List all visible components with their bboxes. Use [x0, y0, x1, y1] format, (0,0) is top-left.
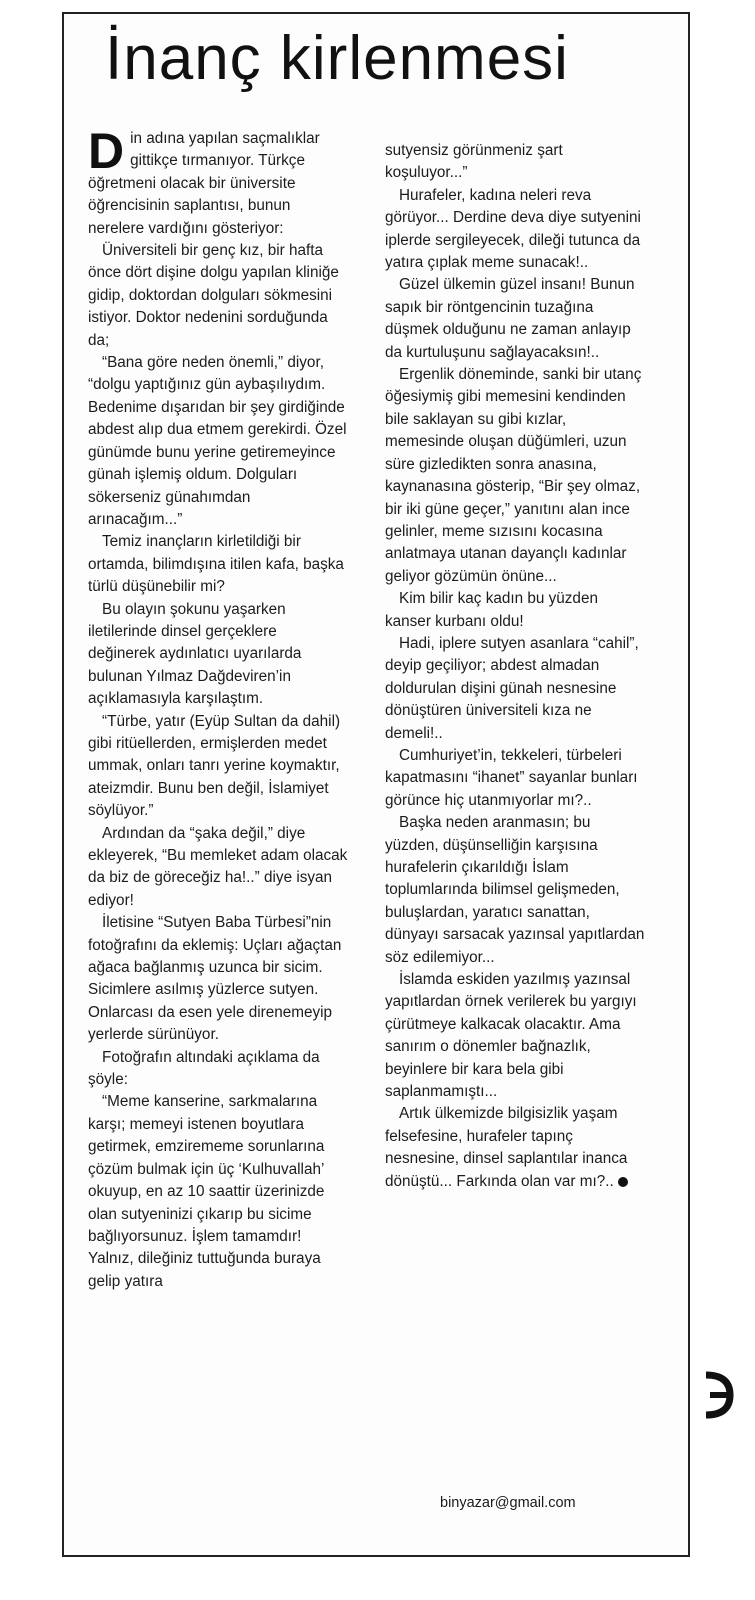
paragraph: “Türbe, yatır (Eyüp Sultan da dahil) gibi ritüellerden, ermişlerden medet ummak, onları tanrı yerine koymaktır, ateizmdir. Bunu ben değil, İslamiyet söylüyor.” — [88, 712, 341, 820]
paragraph: Ergenlik döneminde, sanki bir utanç öğesiymiş gibi memesini kendinden bile saklayan su gibi kızlar, memesinde oluşan düğümleri, uzun süre gizledikten sonra anasına, kaynanasına gösterip, “Bir şey olmaz, bir iki güne geçer,” yanıtını alan ince gelinler, meme sızısını kocasına anlatmaya utanan dayançlı kadınlar geliyor gözümün önüne... — [385, 366, 642, 585]
paragraph: Hurafeler, kadına neleri reva görüyor... Derdine deva diye sutyenini iplerde sergileyecek, dileği tutunca da yatıra çıplak meme sunacak!.. — [385, 186, 641, 272]
paragraph: Fotoğrafın altındaki açıklama da şöyle: — [88, 1048, 320, 1089]
paragraph: Başka neden aranmasın; bu yüzden, düşünselliğin karşısına hurafelerin çıkarıldığı İslam toplumlarında bilimsel gelişmeden, buluşlardan, yaratıcı sanattan, dünyayı sarsacak yazınsal yapıtlardan söz edilemiyor... — [385, 814, 645, 966]
paragraph: Ardından da “şaka değil,” diye ekleyerek, “Bu memleket adam olacak da biz de göreceğiz ha!..” diye isyan ediyor! — [88, 824, 348, 909]
paragraph: Üniversiteli bir genç kız, bir hafta önce dört dişine dolgu yapılan kliniğe gidip, doktordan dolguları sökmesini istiyor. Doktor nedenini sorduğunda da; — [88, 242, 339, 349]
paragraph: Din adına yapılan saçmalıklar gittikçe tırmanıyor. Türkçe öğretmeni olacak bir üniversite öğrencisinin saplantısı, bunun nerelere vardığını gösteriyor: — [88, 123, 320, 237]
bullet-icon — [618, 1177, 628, 1187]
paragraph: İletisine “Sutyen Baba Türbesi”nin fotoğrafını da eklemiş: Uçları ağaçtan ağaca bağlanmış uzunca bir sicim. Sicimlere asılmış yüzlerce sutyen. Onlarcası da esen yele direnemeyip yerlerde sürünüyor. — [88, 914, 342, 1044]
left-column — [88, 123, 348, 1293]
dropcap: D — [88, 123, 125, 179]
paragraph: İslamda eskiden yazılmış yazınsal yapıtlardan örnek verilerek bu yargıyı çürütmeye kalkacak olacaktır. Ama sanırım o dönemler bağnazlık, beyinlere bir kara bela gibi saplanmamıştı... — [385, 971, 637, 1101]
paragraph: Artık ülkemizde bilgisizlik yaşam felsefesine, hurafeler tapınç nesnesine, dinsel saplantılar inanca dönüştü... Farkında olan var mı?.. — [385, 1105, 628, 1190]
paragraph: Temiz inançların kirletildiği bir ortamda, bilimdışına itilen kafa, başka türlü düşünebilir mi? — [88, 533, 344, 596]
paragraph: Güzel ülkemin güzel insanı! Bunun sapık bir röntgencinin tuzağına düşmek olduğunu ne zaman anlayıp da kurtuluşunu sağlayacaksın!.. — [385, 276, 635, 361]
page-edge-glyph-icon — [700, 1365, 736, 1425]
paragraph: Kim bilir kaç kadın bu yüzden kanser kurbanı oldu! — [385, 590, 598, 630]
paragraph: sutyensiz görünmeniz şart koşuluyor...” — [385, 142, 563, 182]
paragraph: “Bana göre neden önemli,” diyor, “dolgu yaptığınız gün aybaşılıydım. Bedenime dışarıdan bir şey girdiğinde abdest alıp dua etmem gerekirdi. Özel günümde bunu yerine getiremeyince günah işlemiş oldum. Dolguları sökerseniz günahımdan arınacağım...” — [88, 354, 347, 528]
author-email: binyazar@gmail.com — [440, 1495, 576, 1511]
paragraph: Cumhuriyet’in, tekkeleri, türbeleri kapatmasını “ihanet” sayanlar bunları görünce hiç utanmıyorlar mı?.. — [385, 746, 638, 809]
paragraph: Hadi, iplere sutyen asanlara “cahil”, deyip geçiliyor; abdest almadan doldurulan dişini günah nesnesine dönüştüren üniversiteli kıza ne demeli!.. — [385, 634, 639, 742]
article-title: İnanç kirlenmesi — [105, 24, 569, 93]
paragraph: “Meme kanserine, sarkmalarına karşı; memeyi istenen boyutlara getirmek, emzirememe sorunlarına çözüm bulmak için üç ‘Kulhuvallah’ okuyup, en az 10 saattir üzerinizde olan sutyeninizi çıkarıp bu sicime bağlıyorsunuz. İşlem tamamdır! Yalnız, dileğiniz tuttuğunda buraya gelip yatıra — [88, 1093, 325, 1290]
paragraph: Bu olayın şokunu yaşarken iletilerinde dinsel gerçeklere değinerek aydınlatıcı uyarılarda bulunan Yılmaz Dağdeviren’in açıklamasıyla karşılaştım. — [88, 600, 302, 708]
right-column — [385, 140, 645, 1193]
